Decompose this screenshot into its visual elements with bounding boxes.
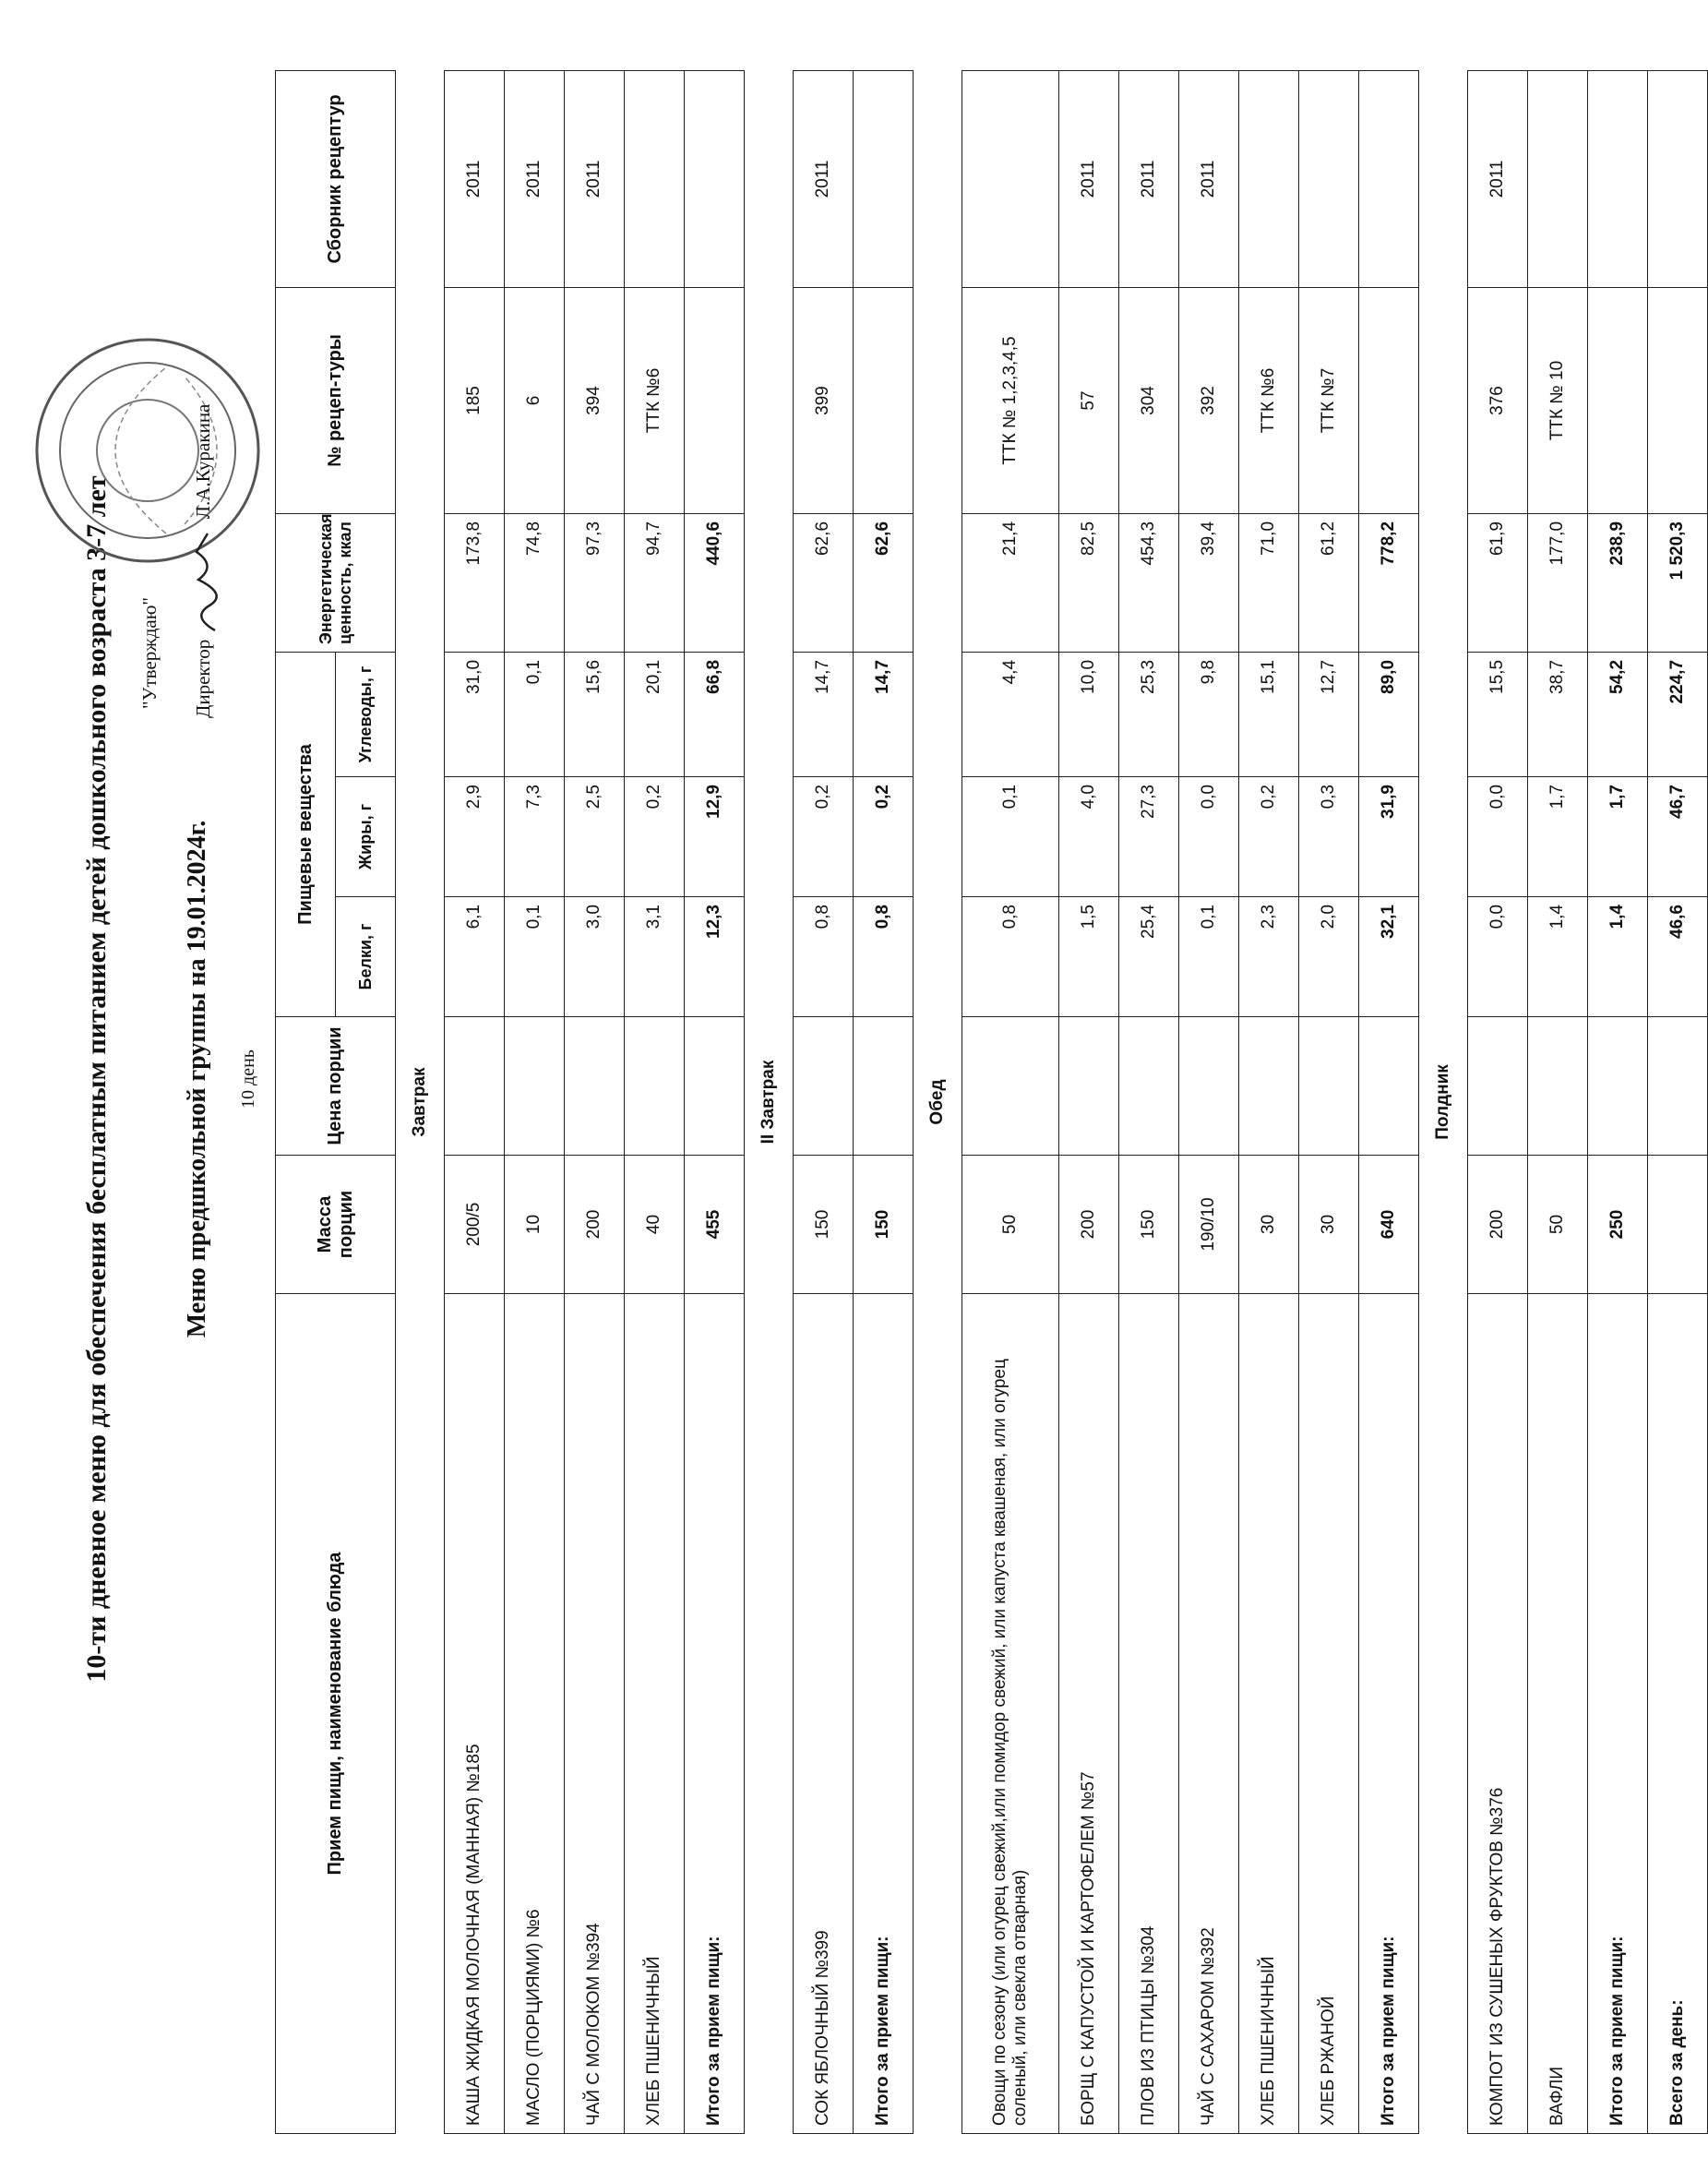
dish-recipe: 376 <box>1468 287 1528 513</box>
dish-carbs: 20,1 <box>625 652 685 776</box>
total-proteins: 32,1 <box>1359 897 1419 1017</box>
dish-fats: 7,3 <box>505 777 565 897</box>
grand-total-carbs: 224,7 <box>1648 652 1708 776</box>
dish-carbs: 0,1 <box>505 652 565 776</box>
total-carbs: 89,0 <box>1359 652 1419 776</box>
dish-recipe: 392 <box>1179 287 1239 513</box>
section-title: Полдник <box>1419 70 1468 2133</box>
dish-name: ХЛЕБ РЖАНОЙ <box>1299 1294 1359 2134</box>
total-recipe <box>854 287 914 513</box>
dish-name: КАША ЖИДКАЯ МОЛОЧНАЯ (МАННАЯ) №185 <box>445 1294 505 2134</box>
total-label: Итого за прием пищи: <box>1359 1294 1419 2134</box>
header-nutrients: Пищевые вещества <box>276 652 336 1016</box>
dish-mass: 200/5 <box>445 1156 505 1294</box>
dish-recipe: 304 <box>1119 287 1179 513</box>
total-collection <box>1359 70 1419 287</box>
director-label: Директор <box>191 639 214 718</box>
dish-energy: 97,3 <box>565 513 625 652</box>
dish-collection <box>1528 70 1588 287</box>
total-energy: 238,9 <box>1588 513 1648 652</box>
dish-carbs: 4,4 <box>962 652 1059 776</box>
total-energy: 778,2 <box>1359 513 1419 652</box>
grand-total-proteins: 46,6 <box>1648 897 1708 1017</box>
dish-carbs: 38,7 <box>1528 652 1588 776</box>
table-row <box>1179 70 1239 2133</box>
total-proteins: 0,8 <box>854 897 914 1017</box>
total-mass: 640 <box>1359 1156 1419 1294</box>
header-fats: Жиры, г <box>336 777 396 897</box>
dish-carbs: 12,7 <box>1299 652 1359 776</box>
total-row <box>685 70 745 2133</box>
dish-collection: 2011 <box>1119 70 1179 287</box>
section-title: II Завтрак <box>745 70 794 2133</box>
dish-carbs: 15,1 <box>1239 652 1299 776</box>
dish-fats: 0,2 <box>794 777 854 897</box>
dish-collection <box>962 70 1059 287</box>
dish-energy: 61,9 <box>1468 513 1528 652</box>
grand-total-fats: 46,7 <box>1648 777 1708 897</box>
table-row <box>625 70 685 2133</box>
dish-energy: 82,5 <box>1059 513 1119 652</box>
section-title: Обед <box>914 70 962 2133</box>
total-proteins: 1,4 <box>1588 897 1648 1017</box>
dish-price <box>1119 1017 1179 1156</box>
dish-name: МАСЛО (ПОРЦИЯМИ) №6 <box>505 1294 565 2134</box>
grand-total-price <box>1648 1017 1708 1156</box>
total-price <box>1588 1017 1648 1156</box>
dish-mass: 150 <box>1119 1156 1179 1294</box>
dish-price <box>1179 1017 1239 1156</box>
total-fats: 1,7 <box>1588 777 1648 897</box>
table-row <box>962 70 1059 2133</box>
header-energy: Энергетическая ценность, ккал <box>276 513 396 652</box>
header-price: Цена порции <box>276 1017 396 1156</box>
dish-name: СОК ЯБЛОЧНЫЙ №399 <box>794 1294 854 2134</box>
dish-collection <box>625 70 685 287</box>
dish-recipe: ТТК №7 <box>1299 287 1359 513</box>
dish-proteins: 1,4 <box>1528 897 1588 1017</box>
dish-fats: 0,0 <box>1179 777 1239 897</box>
header-collection: Сборник рецептур <box>276 70 396 287</box>
dish-collection <box>1299 70 1359 287</box>
dish-mass: 30 <box>1299 1156 1359 1294</box>
header-mass: Масса порции <box>276 1156 396 1294</box>
grand-total-collection <box>1648 70 1708 287</box>
grand-total-mass <box>1648 1156 1708 1294</box>
dish-energy: 173,8 <box>445 513 505 652</box>
dish-fats: 4,0 <box>1059 777 1119 897</box>
dish-collection: 2011 <box>1468 70 1528 287</box>
dish-price <box>1468 1017 1528 1156</box>
dish-proteins: 25,4 <box>1119 897 1179 1017</box>
day-label: 10 день <box>238 1049 258 1109</box>
dish-price <box>1239 1017 1299 1156</box>
dish-fats: 2,9 <box>445 777 505 897</box>
total-row <box>1359 70 1419 2133</box>
dish-name: КОМПОТ ИЗ СУШЕНЫХ ФРУКТОВ №376 <box>1468 1294 1528 2134</box>
dish-fats: 1,7 <box>1528 777 1588 897</box>
total-recipe <box>685 287 745 513</box>
dish-price <box>1059 1017 1119 1156</box>
total-price <box>854 1017 914 1156</box>
dish-collection: 2011 <box>505 70 565 287</box>
dish-recipe: 394 <box>565 287 625 513</box>
dish-proteins: 2,3 <box>1239 897 1299 1017</box>
table-row <box>1059 70 1119 2133</box>
dish-price <box>505 1017 565 1156</box>
dish-recipe: 6 <box>505 287 565 513</box>
dish-price <box>962 1017 1059 1156</box>
dish-carbs: 9,8 <box>1179 652 1239 776</box>
dish-energy: 71,0 <box>1239 513 1299 652</box>
table-header-row <box>276 70 336 2133</box>
dish-carbs: 15,6 <box>565 652 625 776</box>
total-row <box>854 70 914 2133</box>
dish-fats: 0,1 <box>962 777 1059 897</box>
director-name: Л.А.Куракина <box>191 403 214 520</box>
total-carbs: 14,7 <box>854 652 914 776</box>
dish-collection: 2011 <box>1059 70 1119 287</box>
dish-name: ХЛЕБ ПШЕНИЧНЫЙ <box>625 1294 685 2134</box>
dish-recipe: 399 <box>794 287 854 513</box>
dish-proteins: 2,0 <box>1299 897 1359 1017</box>
total-fats: 12,9 <box>685 777 745 897</box>
dish-proteins: 1,5 <box>1059 897 1119 1017</box>
total-row <box>1588 70 1648 2133</box>
total-recipe <box>1588 287 1648 513</box>
dish-carbs: 15,5 <box>1468 652 1528 776</box>
total-price <box>1359 1017 1419 1156</box>
dish-price <box>1528 1017 1588 1156</box>
table-row <box>445 70 505 2133</box>
total-proteins: 12,3 <box>685 897 745 1017</box>
table-row <box>565 70 625 2133</box>
dish-name: ЧАЙ С САХАРОМ №392 <box>1179 1294 1239 2134</box>
total-carbs: 66,8 <box>685 652 745 776</box>
header-carbs: Углеводы, г <box>336 652 396 776</box>
dish-collection: 2011 <box>445 70 505 287</box>
dish-mass: 200 <box>1468 1156 1528 1294</box>
section-row <box>1419 70 1468 2133</box>
dish-carbs: 25,3 <box>1119 652 1179 776</box>
dish-energy: 21,4 <box>962 513 1059 652</box>
dish-name: ЧАЙ С МОЛОКОМ №394 <box>565 1294 625 2134</box>
dish-fats: 0,2 <box>625 777 685 897</box>
dish-proteins: 0,1 <box>505 897 565 1017</box>
dish-fats: 0,2 <box>1239 777 1299 897</box>
dish-mass: 10 <box>505 1156 565 1294</box>
header-recipe: № рецеп-туры <box>276 287 396 513</box>
dish-name: ПЛОВ ИЗ ПТИЦЫ №304 <box>1119 1294 1179 2134</box>
section-row <box>396 70 445 2133</box>
dish-proteins: 0,0 <box>1468 897 1528 1017</box>
dish-proteins: 3,1 <box>625 897 685 1017</box>
dish-energy: 39,4 <box>1179 513 1239 652</box>
dish-fats: 0,3 <box>1299 777 1359 897</box>
header-proteins: Белки, г <box>336 897 396 1017</box>
section-row <box>914 70 962 2133</box>
approval-label: "Утверждаю" <box>138 596 161 709</box>
dish-energy: 454,3 <box>1119 513 1179 652</box>
dish-fats: 27,3 <box>1119 777 1179 897</box>
dish-carbs: 31,0 <box>445 652 505 776</box>
dish-proteins: 0,1 <box>1179 897 1239 1017</box>
dish-mass: 190/10 <box>1179 1156 1239 1294</box>
dish-mass: 40 <box>625 1156 685 1294</box>
total-fats: 31,9 <box>1359 777 1419 897</box>
total-label: Итого за прием пищи: <box>1588 1294 1648 2134</box>
dish-price <box>1299 1017 1359 1156</box>
total-mass: 455 <box>685 1156 745 1294</box>
dish-name: Овощи по сезону (или огурец свежий,или помидор свежий, или капуста квашеная, или огурец соленый, или свекла отварная) <box>962 1294 1059 2134</box>
dish-mass: 150 <box>794 1156 854 1294</box>
grand-total-label: Всего за день: <box>1648 1294 1708 2134</box>
dish-mass: 30 <box>1239 1156 1299 1294</box>
dish-proteins: 0,8 <box>794 897 854 1017</box>
dish-proteins: 3,0 <box>565 897 625 1017</box>
dish-energy: 74,8 <box>505 513 565 652</box>
dish-price <box>565 1017 625 1156</box>
dish-energy: 62,6 <box>794 513 854 652</box>
total-carbs: 54,2 <box>1588 652 1648 776</box>
dish-collection: 2011 <box>1179 70 1239 287</box>
dish-recipe: ТТК № 10 <box>1528 287 1588 513</box>
dish-proteins: 6,1 <box>445 897 505 1017</box>
total-energy: 62,6 <box>854 513 914 652</box>
round-seal-stamp <box>28 330 268 570</box>
document-title: 10-ти дневное меню для обеспечения бесплатным питанием детей дошкольного возраста 3-7 лет <box>81 475 112 1683</box>
dish-name: ВАФЛИ <box>1528 1294 1588 2134</box>
total-mass: 250 <box>1588 1156 1648 1294</box>
approval-block <box>138 597 164 709</box>
dish-collection <box>1239 70 1299 287</box>
dish-recipe: ТТК №6 <box>1239 287 1299 513</box>
total-collection <box>1588 70 1648 287</box>
dish-mass: 50 <box>962 1156 1059 1294</box>
dish-name: БОРЩ С КАПУСТОЙ И КАРТОФЕЛЕМ №57 <box>1059 1294 1119 2134</box>
total-label: Итого за прием пищи: <box>685 1294 745 2134</box>
table-row <box>505 70 565 2133</box>
dish-price <box>445 1017 505 1156</box>
dish-price <box>794 1017 854 1156</box>
total-price <box>685 1017 745 1156</box>
dish-fats: 0,0 <box>1468 777 1528 897</box>
dish-energy: 61,2 <box>1299 513 1359 652</box>
table-row <box>1239 70 1299 2133</box>
grand-total-row <box>1648 70 1708 2133</box>
dish-price <box>625 1017 685 1156</box>
dish-collection: 2011 <box>794 70 854 287</box>
dish-proteins: 0,8 <box>962 897 1059 1017</box>
dish-fats: 2,5 <box>565 777 625 897</box>
dish-collection: 2011 <box>565 70 625 287</box>
section-title: Завтрак <box>396 70 445 2133</box>
dish-mass: 200 <box>1059 1156 1119 1294</box>
total-energy: 440,6 <box>685 513 745 652</box>
header-dish-name: Прием пищи, наименование блюда <box>276 1294 396 2134</box>
total-collection <box>854 70 914 287</box>
dish-recipe: 57 <box>1059 287 1119 513</box>
grand-total-recipe <box>1648 287 1708 513</box>
dish-carbs: 10,0 <box>1059 652 1119 776</box>
total-mass: 150 <box>854 1156 914 1294</box>
dish-mass: 50 <box>1528 1156 1588 1294</box>
total-recipe <box>1359 287 1419 513</box>
table-row <box>1528 70 1588 2133</box>
total-collection <box>685 70 745 287</box>
dish-recipe: ТТК № 1,2,3,4,5 <box>962 287 1059 513</box>
table-row <box>1468 70 1528 2133</box>
dish-recipe: 185 <box>445 287 505 513</box>
dish-name: ХЛЕБ ПШЕНИЧНЫЙ <box>1239 1294 1299 2134</box>
table-row <box>1299 70 1359 2133</box>
dish-energy: 177,0 <box>1528 513 1588 652</box>
total-label: Итого за прием пищи: <box>854 1294 914 2134</box>
menu-table <box>275 70 1708 2134</box>
dish-carbs: 14,7 <box>794 652 854 776</box>
table-row <box>1119 70 1179 2133</box>
grand-total-energy: 1 520,3 <box>1648 513 1708 652</box>
dish-energy: 94,7 <box>625 513 685 652</box>
table-row <box>794 70 854 2133</box>
dish-recipe: ТТК №6 <box>625 287 685 513</box>
section-row <box>745 70 794 2133</box>
total-fats: 0,2 <box>854 777 914 897</box>
menu-subtitle: Меню предшкольной группы на 19.01.2024г. <box>183 820 211 1338</box>
dish-mass: 200 <box>565 1156 625 1294</box>
